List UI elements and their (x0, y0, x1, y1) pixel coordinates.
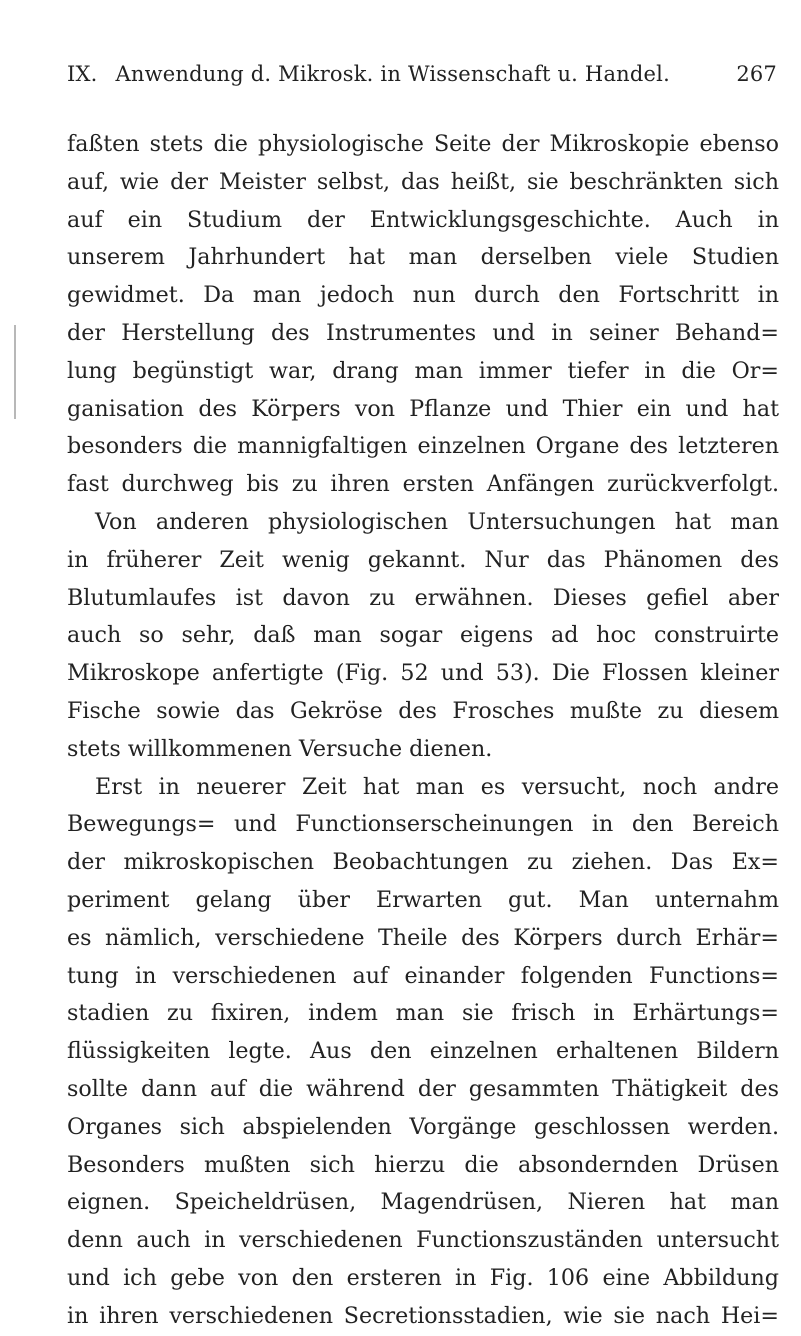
text-line: in früherer Zeit wenig gekannt. Nur das Phänomen des (67, 546, 779, 573)
text-line: der mikroskopischen Beobachtungen zu ziehen. Das Ex= (67, 849, 779, 876)
running-title: Anwendung d. Mikrosk. in Wissenschaft u. Handel. (115, 62, 670, 86)
text-line: Mikroskope anfertigte (Fig. 52 und 53). Die Flossen kleiner (67, 660, 779, 687)
text-line: denn auch in verschiedenen Functionszuständen untersucht (67, 1227, 779, 1254)
text-line: auf, wie der Meister selbst, das heißt, sie beschränkten sich (67, 168, 779, 195)
body-text (67, 126, 779, 1336)
text-line: es nämlich, verschiedene Theile des Körpers durch Erhär= (67, 924, 779, 951)
text-line: auch so sehr, daß man sogar eigens ad hoc construirte (67, 622, 779, 649)
text-line: besonders die mannigfaltigen einzelnen Organe des letzteren (67, 433, 779, 460)
text-line: tung in verschiedenen auf einander folgenden Functions= (67, 962, 779, 989)
text-line: Erst in neuerer Zeit hat man es versucht, noch andre (95, 773, 779, 800)
text-line: Fische sowie das Gekröse des Frosches mußte zu diesem (67, 697, 779, 724)
text-line: lung begünstigt war, drang man immer tiefer in die Or= (67, 357, 779, 384)
text-line: Von anderen physiologischen Untersuchungen hat man (95, 508, 779, 535)
page-number: 267 (736, 62, 777, 86)
text-line: eignen. Speicheldrüsen, Magendrüsen, Nieren hat man (67, 1189, 779, 1216)
text-line: stets willkommenen Versuche dienen. (67, 735, 493, 762)
running-head (67, 62, 777, 102)
chapter-number: IX. (67, 62, 98, 86)
text-line: fast durchweg bis zu ihren ersten Anfängen zurückverfolgt. (67, 471, 779, 498)
text-line: unserem Jahrhundert hat man derselben viele Studien (67, 244, 779, 271)
text-line: flüssigkeiten legte. Aus den einzelnen erhaltenen Bildern (67, 1038, 779, 1065)
text-line: in ihren verschiedenen Secretionsstadien, wie sie nach Hei= (67, 1302, 779, 1329)
text-line: der Herstellung des Instrumentes und in seiner Behand= (67, 319, 779, 346)
text-line: faßten stets die physiologische Seite der Mikroskopie ebenso (67, 131, 779, 157)
text-line: Blutumlaufes ist davon zu erwähnen. Dieses gefiel aber (67, 584, 779, 611)
text-line: und ich gebe von den ersteren in Fig. 106 eine Abbildung (67, 1264, 779, 1291)
text-line: auf ein Studium der Entwicklungsgeschichte. Auch in (67, 206, 779, 233)
text-line: ganisation des Körpers von Pflanze und Thier ein und hat (67, 395, 779, 422)
margin-mark (14, 325, 16, 419)
text-line: Bewegungs= und Functionserscheinungen in den Bereich (67, 811, 779, 838)
text-line: Besonders mußten sich hierzu die absondernden Drüsen (67, 1151, 779, 1178)
text-line: periment gelang über Erwarten gut. Man unternahm (67, 886, 779, 913)
text-line: Organes sich abspielenden Vorgänge geschlossen werden. (67, 1113, 779, 1140)
text-line: stadien zu fixiren, indem man sie frisch in Erhärtungs= (67, 1000, 779, 1027)
text-line: sollte dann auf die während der gesammten Thätigkeit des (67, 1075, 779, 1102)
text-line: gewidmet. Da man jedoch nun durch den Fortschritt in (67, 282, 779, 309)
